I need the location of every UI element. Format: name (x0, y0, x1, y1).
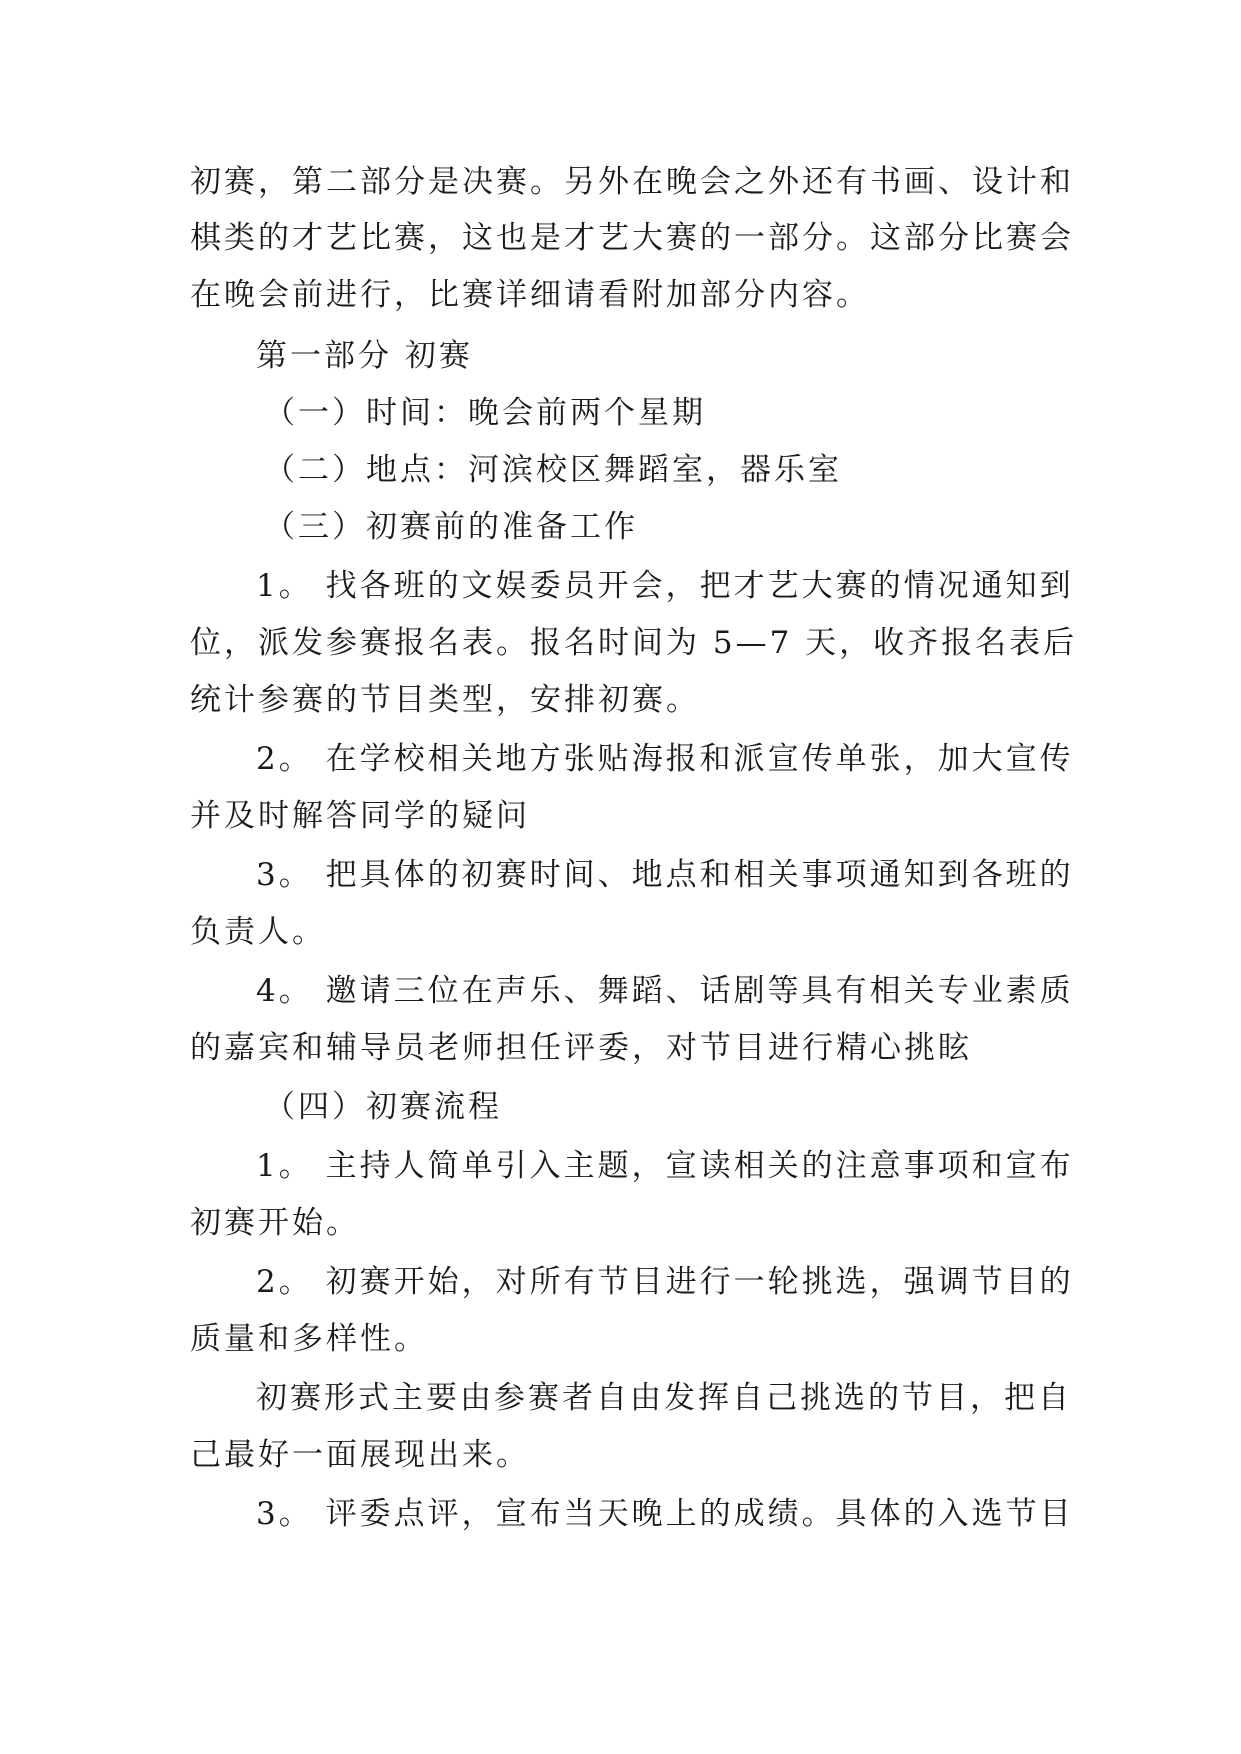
subheading-location: （二）地点：河滨校区舞蹈室，器乐室 (264, 452, 842, 488)
list-item-line: 3。 把具体的初赛时间、地点和相关事项通知到各班的 (256, 857, 1074, 893)
list-item-line: 初赛开始。 (190, 1205, 360, 1241)
subheading-process: （四）初赛流程 (264, 1089, 502, 1125)
list-item-line: 2。 在学校相关地方张贴海报和派宣传单张，加大宣传 (256, 741, 1074, 777)
section-heading: 第一部分 初赛 (256, 338, 473, 374)
paragraph-line: 在晚会前进行，比赛详细请看附加部分内容。 (190, 277, 870, 313)
list-item-line: 的嘉宾和辅导员老师担任评委，对节目进行精心挑眩 (190, 1030, 972, 1066)
paragraph-line: 初赛，第二部分是决赛。另外在晚会之外还有书画、设计和 (190, 164, 1074, 200)
list-item-line: 1。 主持人简单引入主题，宣读相关的注意事项和宣布 (256, 1148, 1074, 1184)
subheading-preparation: （三）初赛前的准备工作 (264, 509, 638, 545)
list-item-line: 统计参赛的节目类型，安排初赛。 (190, 682, 700, 718)
list-item-line: 位，派发参赛报名表。报名时间为 5—7 天，收齐报名表后 (190, 625, 1078, 661)
list-item-line: 3。 评委点评，宣布当天晚上的成绩。具体的入选节目 (256, 1496, 1074, 1532)
paragraph-line: 己最好一面展现出来。 (190, 1437, 530, 1473)
list-item-line: 1。 找各班的文娱委员开会，把才艺大赛的情况通知到 (256, 568, 1074, 604)
subheading-time: （一）时间：晚会前两个星期 (264, 395, 706, 431)
paragraph-line: 初赛形式主要由参赛者自由发挥自己挑选的节目，把自 (256, 1380, 1072, 1416)
list-item-line: 并及时解答同学的疑问 (190, 798, 530, 834)
list-item-line: 2。 初赛开始，对所有节目进行一轮挑选，强调节目的 (256, 1264, 1074, 1300)
paragraph-line: 棋类的才艺比赛，这也是才艺大赛的一部分。这部分比赛会 (190, 220, 1074, 256)
list-item-line: 负责人。 (190, 914, 326, 950)
list-item-line: 质量和多样性。 (190, 1321, 428, 1357)
list-item-line: 4。 邀请三位在声乐、舞蹈、话剧等具有相关专业素质 (256, 973, 1074, 1009)
